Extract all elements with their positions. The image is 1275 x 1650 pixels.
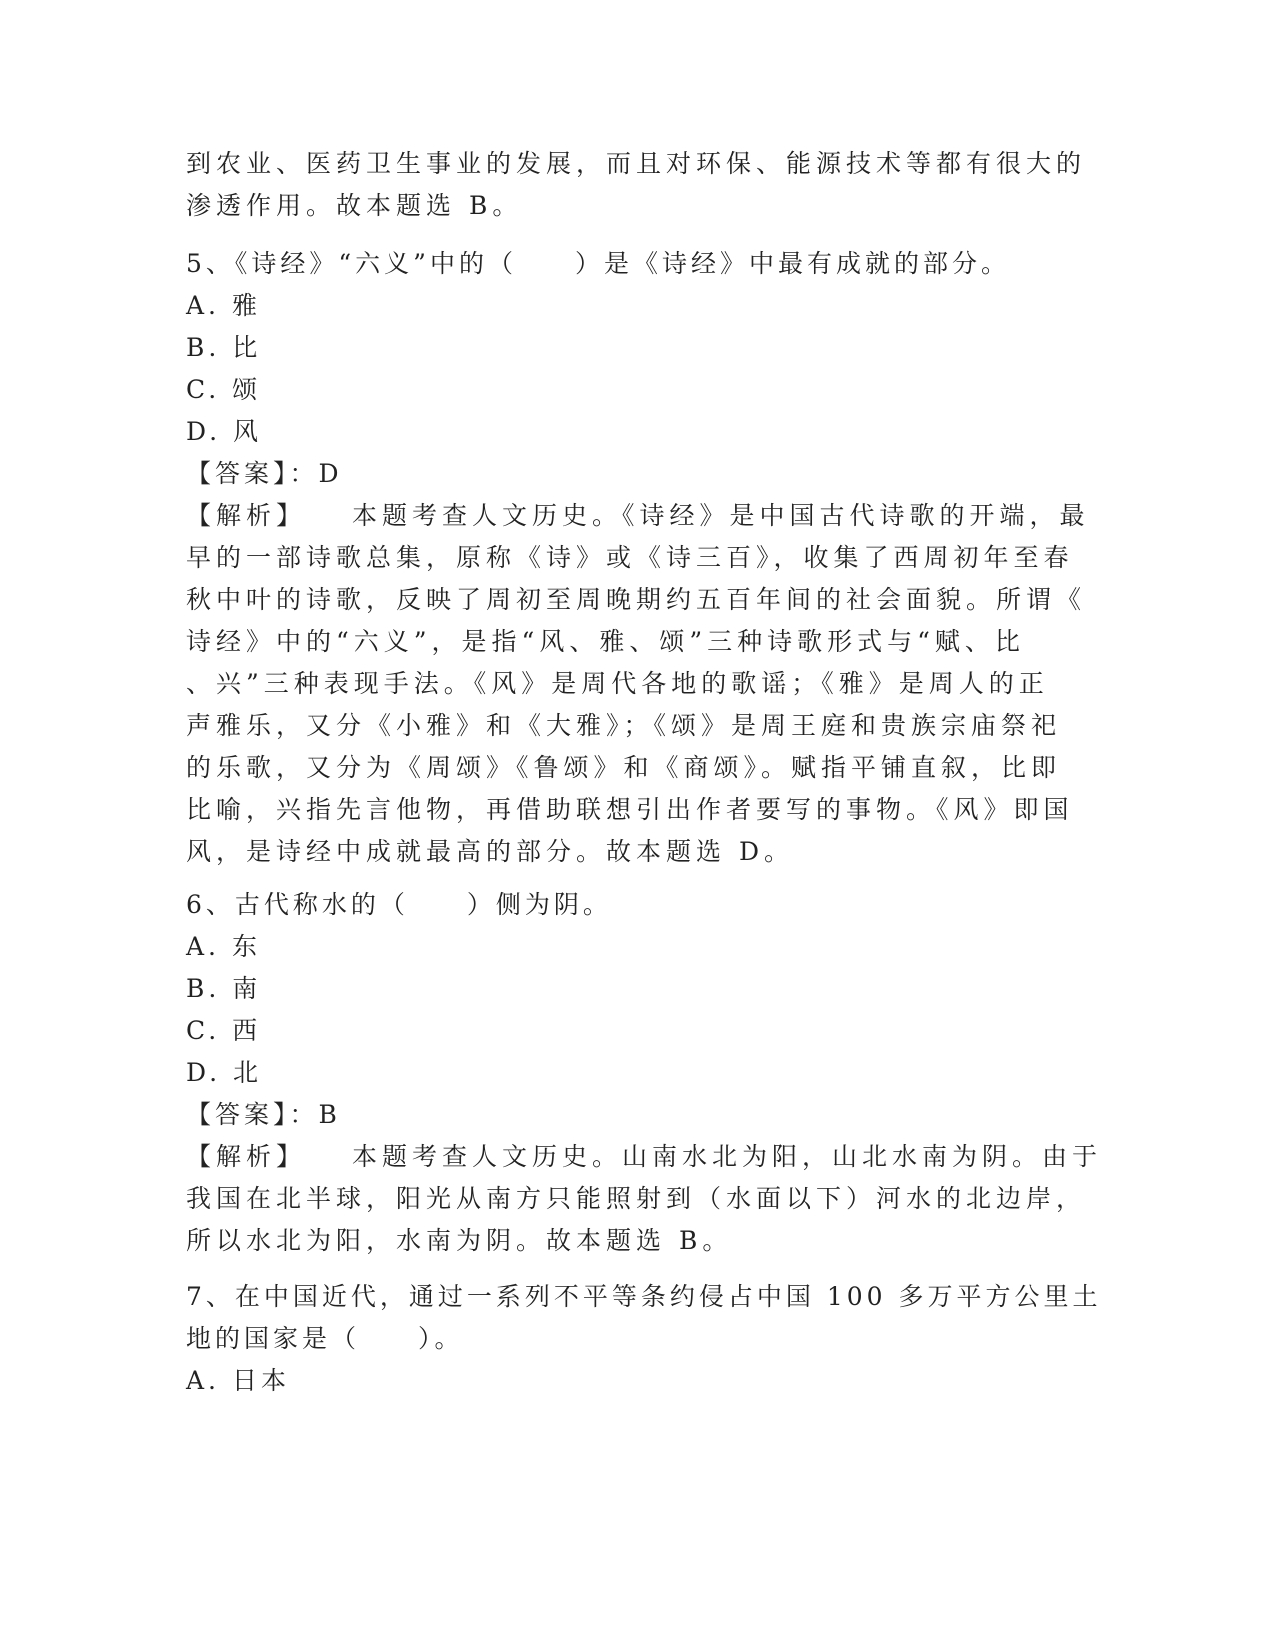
option-d: D. 风 (186, 417, 263, 446)
analysis-text: 本题考查人文历史。《诗经》是中国古代诗歌的开端，最 (352, 501, 1090, 530)
question-stem-line: 7、在中国近代，通过一系列不平等条约侵占中国 100 多万平方公里土 (186, 1282, 1102, 1311)
question-5 (186, 243, 1090, 873)
analysis-line: 我国在北半球，阳光从南方只能照射到（水面以下）河水的北边岸， (186, 1184, 1087, 1213)
option-a: A. 雅 (186, 291, 261, 320)
analysis-tag: 【解析】 (186, 1142, 307, 1171)
question-stem-line: 地的国家是（ ）。 (186, 1324, 464, 1353)
analysis-line: 风，是诗经中成就最高的部分。故本题选 D。 (186, 837, 794, 866)
option-d: D. 北 (186, 1058, 263, 1087)
option-c: C. 西 (186, 1016, 262, 1045)
analysis-line: 所以水北为阳，水南为阴。故本题选 B。 (186, 1226, 733, 1255)
analysis-line: 诗经》中的“六义”，是指“风、雅、颂”三种诗歌形式与“赋、比 (186, 627, 1025, 656)
option-a: A. 东 (186, 932, 261, 961)
option-b: B. 南 (186, 974, 262, 1003)
analysis-line: 早的一部诗歌总集，原称《诗》或《诗三百》，收集了西周初年至春 (186, 543, 1074, 572)
analysis-tag: 【解析】 (186, 501, 307, 530)
analysis-line: 、兴”三种表现手法。《风》是周代各地的歌谣；《雅》是周人的正 (186, 669, 1049, 698)
analysis-line: 比喻，兴指先言他物，再借助联想引出作者要写的事物。《风》即国 (186, 795, 1074, 824)
option-a: A. 日本 (186, 1366, 290, 1395)
option-c: C. 颂 (186, 375, 262, 404)
previous-analysis-continuation (186, 143, 1087, 227)
question-stem: 5、《诗经》“六义”中的（ ）是《诗经》中最有成就的部分。 (186, 249, 1010, 278)
analysis-first-line (186, 495, 1090, 537)
question-stem: 6、古代称水的（ ）侧为阴。 (186, 890, 612, 919)
answer-line: 【答案】：B (186, 1100, 341, 1129)
analysis-first-line (186, 1136, 1103, 1178)
paragraph-line: 渗透作用。故本题选 B。 (186, 191, 523, 220)
analysis-text: 本题考查人文历史。山南水北为阳，山北水南为阴。由于 (352, 1142, 1103, 1171)
analysis-line: 的乐歌，又分为《周颂》《鲁颂》和《商颂》。赋指平铺直叙，比即 (186, 753, 1062, 782)
option-b: B. 比 (186, 333, 262, 362)
question-7 (186, 1276, 1102, 1402)
analysis-line: 秋中叶的诗歌，反映了周初至周晚期约五百年间的社会面貌。所谓《 (186, 585, 1087, 614)
paragraph-line: 到农业、医药卫生事业的发展，而且对环保、能源技术等都有很大的 (186, 149, 1087, 178)
question-6 (186, 884, 1103, 1262)
analysis-line: 声雅乐，又分《小雅》和《大雅》；《颂》是周王庭和贵族宗庙祭祀 (186, 711, 1062, 740)
answer-line: 【答案】：D (186, 459, 343, 488)
